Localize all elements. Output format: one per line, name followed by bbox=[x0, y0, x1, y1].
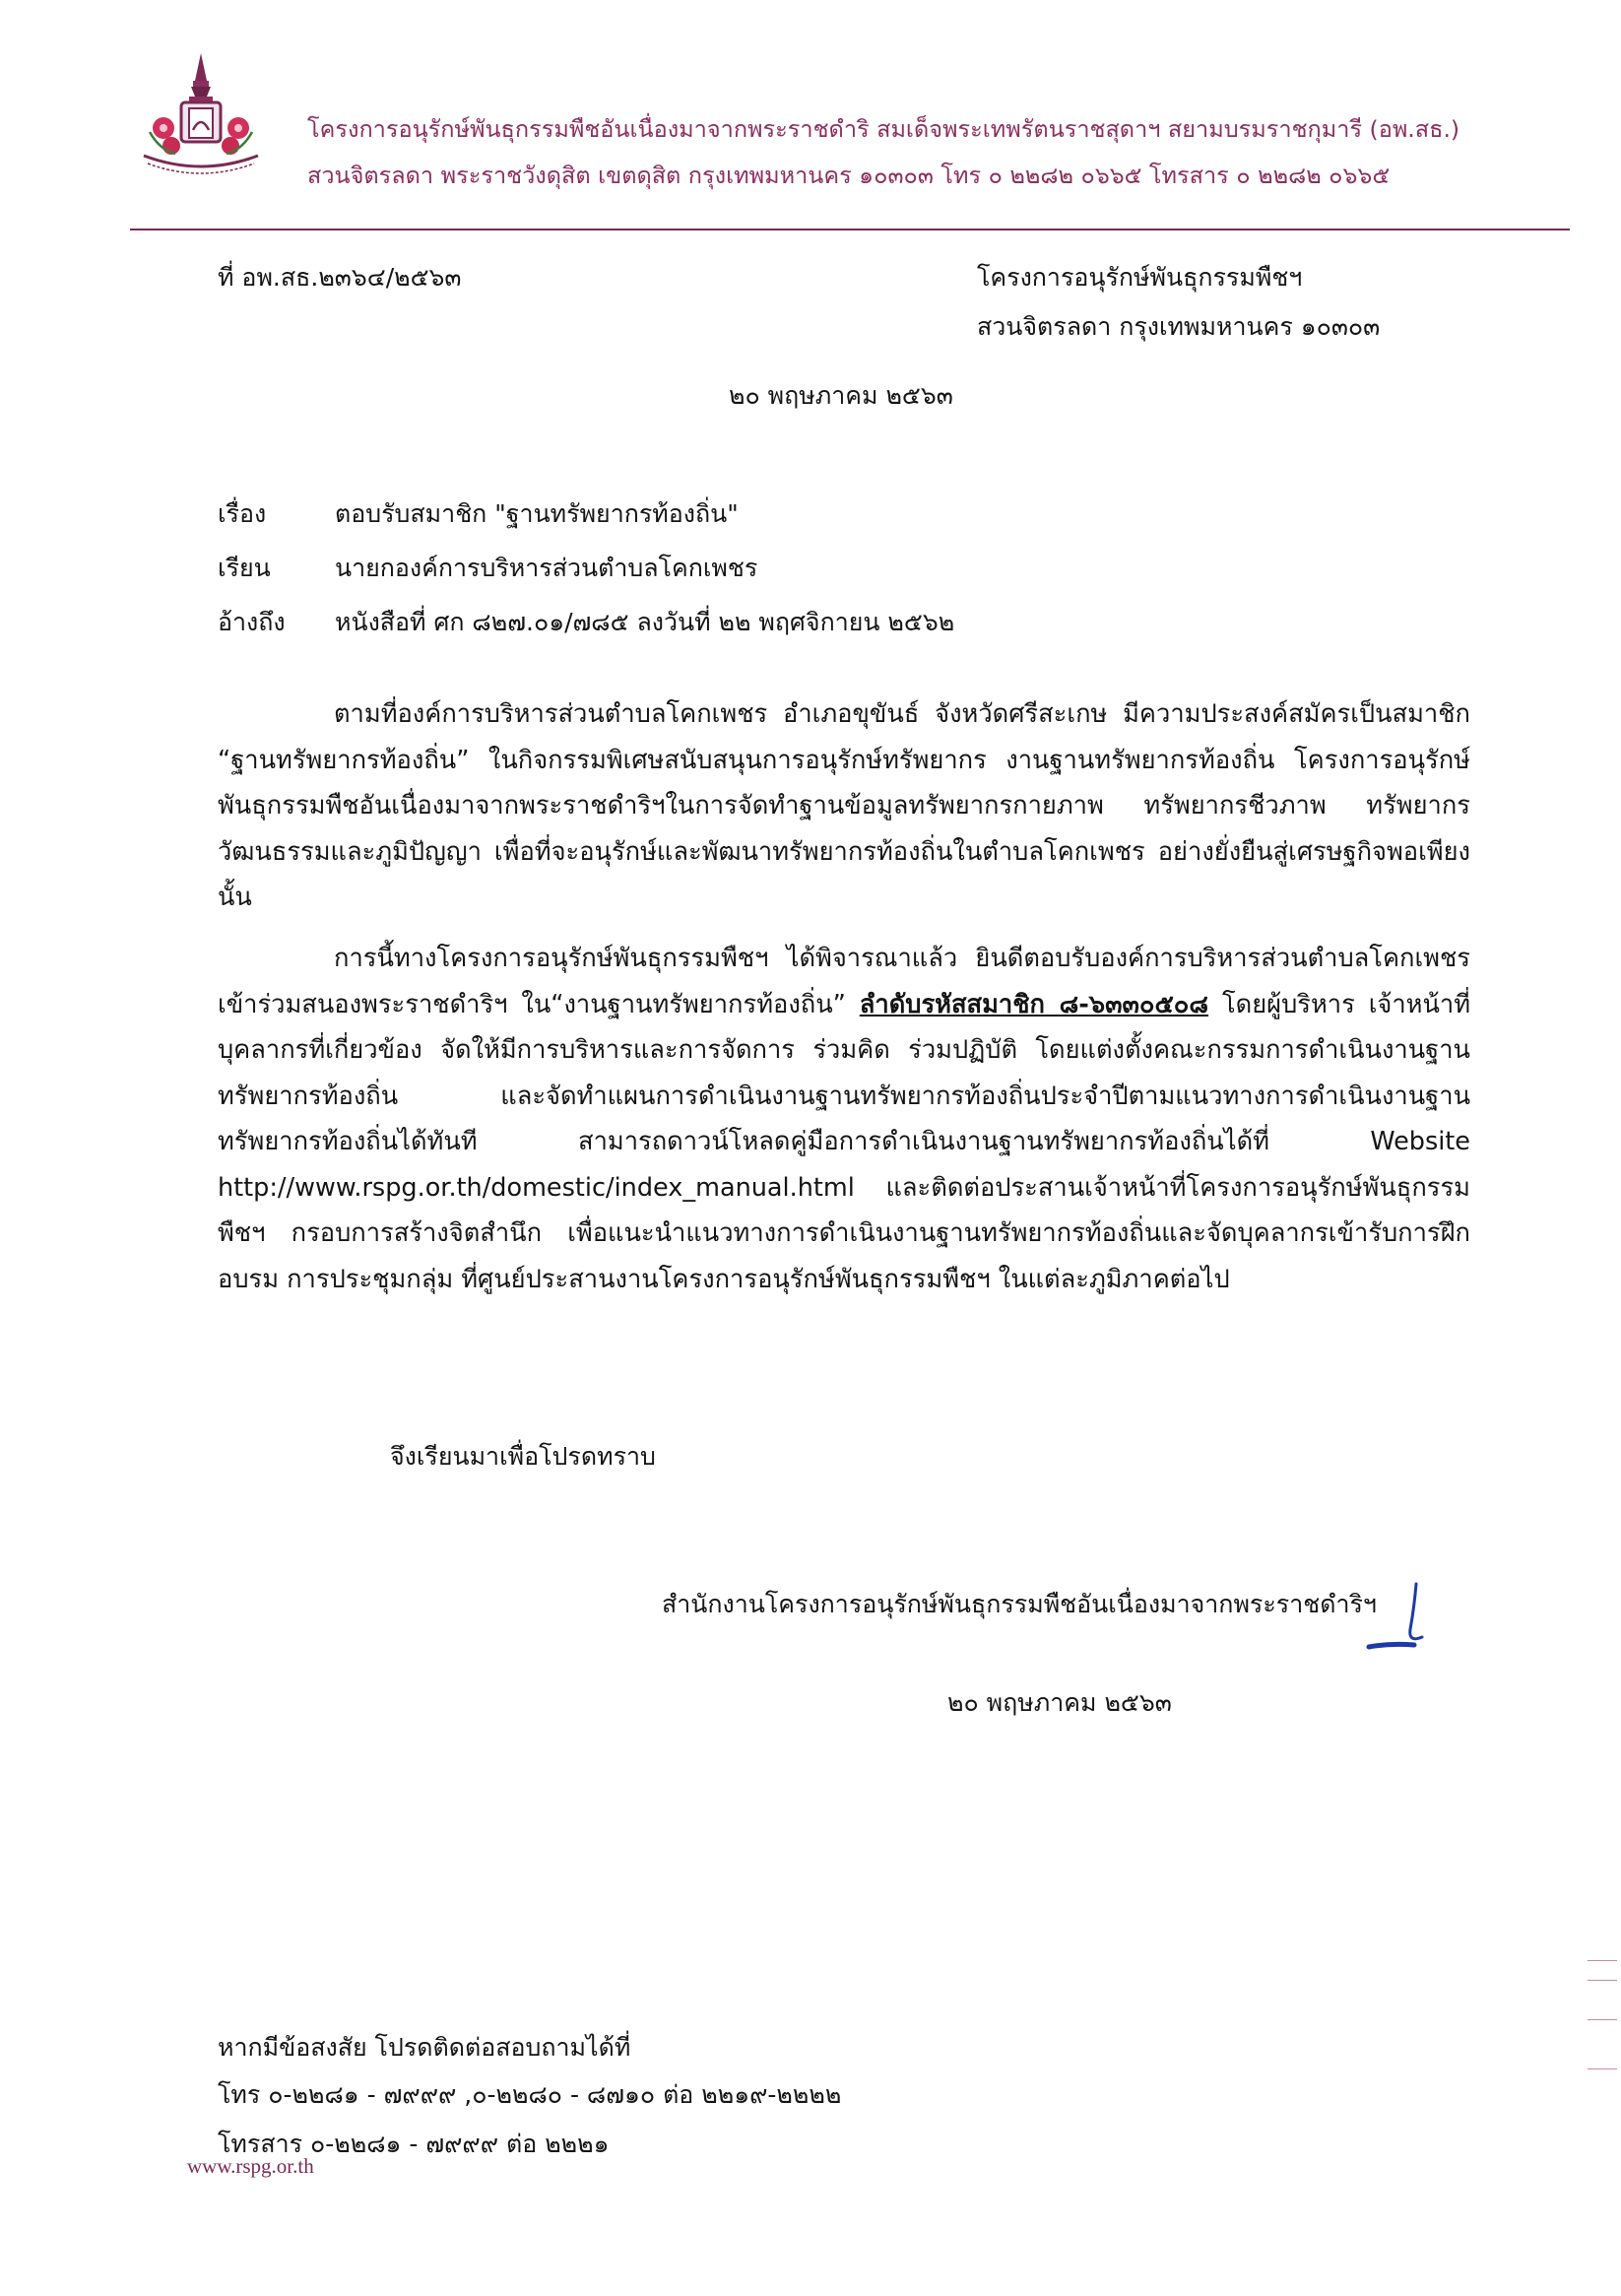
reference-number: ที่ อพ.สธ.๒๓๖๔/๒๕๖๓ bbox=[218, 263, 462, 292]
body-paragraph-2 bbox=[218, 936, 1470, 1302]
header-divider bbox=[130, 229, 1570, 230]
letter-date: ๒๐ พฤษภาคม ๒๕๖๓ bbox=[729, 381, 953, 410]
rspg-emblem bbox=[136, 51, 266, 187]
paragraph-2-lead: การนี้ทางโครงการอนุรักษ์พันธุกรรมพืชฯ ได้พิจารณาแล้ว ยินดีตอบรับองค์การบริหารส่วนตำบลโคกเพชร เข้าร่วมสนองพระราชดำริฯ ใน“งานฐานทรัพยากรท้องถิ่น” bbox=[218, 944, 1470, 1019]
margin-mark bbox=[1588, 1960, 1617, 1961]
recipient-label: เรียน bbox=[218, 554, 271, 582]
sender-address: สวนจิตรลดา กรุงเทพมหานคร ๑๐๓๐๓ bbox=[977, 312, 1381, 341]
header-org-name: โครงการอนุรักษ์พันธุกรรมพืชอันเนื่องมาจากพระราชดำริ สมเด็จพระเทพรัตนราชสุดาฯ สยามบรมราชกุมารี (อพ.สธ.) bbox=[307, 115, 1460, 143]
header-address: สวนจิตรลดา พระราชวังดุสิต เขตดุสิต กรุงเทพมหานคร ๑๐๓๐๓ โทร ๐ ๒๒๘๒ ๐๖๖๕ โทรสาร ๐ ๒๒๘๒ ๐๖๖๕ bbox=[307, 162, 1391, 189]
body-paragraph-1 bbox=[218, 691, 1470, 921]
subject-label: เรื่อง bbox=[218, 499, 267, 528]
margin-mark bbox=[1588, 2019, 1617, 2020]
signature-date: ๒๐ พฤษภาคม ๒๕๖๓ bbox=[947, 1688, 1172, 1717]
margin-mark bbox=[1588, 1980, 1617, 1981]
signature-office: สำนักงานโครงการอนุรักษ์พันธุกรรมพืชอันเนื่องมาจากพระราชดำริฯ bbox=[662, 1590, 1377, 1618]
margin-mark bbox=[1588, 2068, 1617, 2069]
subject-text: ตอบรับสมาชิก "ฐานทรัพยากรท้องถิ่น" bbox=[335, 499, 739, 528]
member-code: ลำดับรหัสสมาชิก ๘-๖๓๓๐๕๐๘ bbox=[859, 989, 1209, 1019]
paragraph-2-rest: โดยผู้บริหาร เจ้าหน้าที่ บุคลากรที่เกี่ยวข้อง จัดให้มีการบริหารและการจัดการ ร่วมคิด ร่วมปฏิบัติ โดยแต่งตั้งคณะกรรมการดำเนินงานฐานทรัพยากรท้องถิ่น และจัดทำแผนการดำเนินงานฐานทรัพยากรท้องถิ่นประจำปีตามแนวทางการดำเนินงานฐานทรัพยากรท้องถิ่นได้ทันที สามารถดาวน์โหลดคู่มือการดำเนินงานฐานทรัพยากรท้องถิ่นได้ที่ Website http://www.rspg.or.th/domestic/index_manual.html และติดต่อประสานเจ้าหน้าที่โครงการอนุรักษ์พันธุกรรมพืชฯ กรอบการสร้างจิตสำนึก เพื่อแนะนำแนวทางการดำเนินงานฐานทรัพยากรท้องถิ่นและจัดบุคลากรเข้ารับการฝึกอบรม การประชุมกลุ่ม ที่ศูนย์ประสานงานโครงการอนุรักษ์พันธุกรรมพืชฯ ในแต่ละภูมิภาคต่อไป bbox=[218, 989, 1471, 1294]
reference-label: อ้างถึง bbox=[218, 608, 286, 636]
footer-phone: โทร ๐-๒๒๘๑ - ๗๙๙๙ ,๐-๒๒๘๐ - ๘๗๑๐ ต่อ ๒๒๑๙-๒๒๒๒ bbox=[218, 2080, 842, 2109]
footer-inquiry: หากมีข้อสงสัย โปรดติดต่อสอบถามได้ที่ bbox=[218, 2033, 631, 2062]
sender-name: โครงการอนุรักษ์พันธุกรรมพืชฯ bbox=[977, 263, 1303, 292]
handwritten-signature bbox=[1365, 1578, 1438, 1657]
footer-fax: โทรสาร ๐-๒๒๘๑ - ๗๙๙๙ ต่อ ๒๒๒๑ bbox=[218, 2130, 610, 2158]
paragraph-1-text: ตามที่องค์การบริหารส่วนตำบลโคกเพชร อำเภอขุขันธ์ จังหวัดศรีสะเกษ มีความประสงค์สมัครเป็นสมาชิก “ฐานทรัพยากรท้องถิ่น” ในกิจกรรมพิเศษสนับสนุนการอนุรักษ์ทรัพยากร งานฐานทรัพยากรท้องถิ่น โครงการอนุรักษ์พันธุกรรมพืชอันเนื่องมาจากพระราชดำริฯในการจัดทำฐานข้อมูลทรัพยากรกายภาพ ทรัพยากรชีวภาพ ทรัพยากรวัฒนธรรมและภูมิปัญญา เพื่อที่จะอนุรักษ์และพัฒนาทรัพยากรท้องถิ่นในตำบลโคกเพชร อย่างยั่งยืนสู่เศรษฐกิจพอเพียง นั้น bbox=[218, 699, 1470, 912]
recipient-text: นายกองค์การบริหารส่วนตำบลโคกเพชร bbox=[335, 554, 758, 582]
reference-text: หนังสือที่ ศก ๘๒๗.๐๑/๗๘๕ ลงวันที่ ๒๒ พฤศจิกายน ๒๕๖๒ bbox=[335, 608, 955, 636]
closing-phrase: จึงเรียนมาเพื่อโปรดทราบ bbox=[390, 1442, 656, 1471]
footer-website[interactable]: www.rspg.or.th bbox=[187, 2154, 314, 2178]
